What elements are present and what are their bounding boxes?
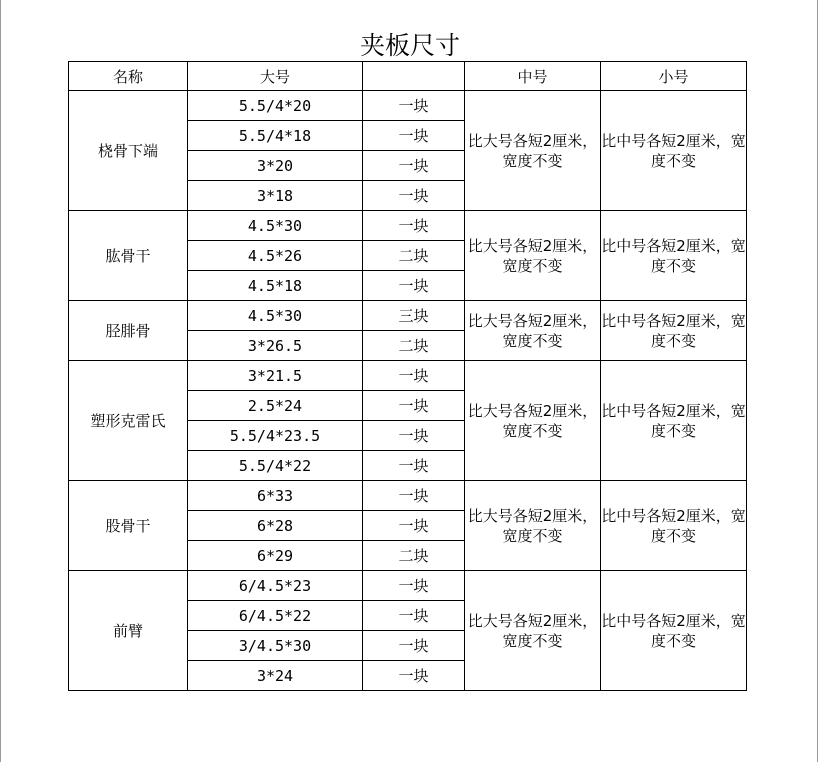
large-size-cell: 5.5/4*22 — [188, 451, 363, 481]
small-note-cell: 比中号各短2厘米，宽度不变 — [601, 571, 747, 691]
quantity-cell: 一块 — [363, 391, 465, 421]
large-size-cell: 3*21.5 — [188, 361, 363, 391]
large-size-cell: 5.5/4*20 — [188, 91, 363, 121]
table-body — [69, 91, 747, 691]
header-large: 大号 — [188, 62, 363, 91]
large-size-cell: 3/4.5*30 — [188, 631, 363, 661]
large-size-cell: 3*18 — [188, 181, 363, 211]
large-size-cell: 5.5/4*18 — [188, 121, 363, 151]
large-size-cell: 5.5/4*23.5 — [188, 421, 363, 451]
table-row — [69, 361, 747, 391]
table-row — [69, 211, 747, 241]
header-small: 小号 — [601, 62, 747, 91]
quantity-cell: 一块 — [363, 211, 465, 241]
quantity-cell: 一块 — [363, 361, 465, 391]
small-note-cell: 比中号各短2厘米，宽度不变 — [601, 361, 747, 481]
splint-name-cell: 塑形克雷氏 — [69, 361, 188, 481]
quantity-cell: 一块 — [363, 91, 465, 121]
quantity-cell: 二块 — [363, 331, 465, 361]
quantity-cell: 一块 — [363, 601, 465, 631]
splint-name-cell: 胫腓骨 — [69, 301, 188, 361]
medium-note-cell: 比大号各短2厘米，宽度不变 — [465, 91, 601, 211]
medium-note-cell: 比大号各短2厘米，宽度不变 — [465, 571, 601, 691]
quantity-cell: 二块 — [363, 241, 465, 271]
quantity-cell: 一块 — [363, 121, 465, 151]
splint-name-cell: 桡骨下端 — [69, 91, 188, 211]
large-size-cell: 6/4.5*22 — [188, 601, 363, 631]
quantity-cell: 一块 — [363, 151, 465, 181]
splint-name-cell: 股骨干 — [69, 481, 188, 571]
table-row — [69, 301, 747, 331]
table-row — [69, 481, 747, 511]
splint-size-table — [68, 61, 747, 691]
small-note-cell: 比中号各短2厘米，宽度不变 — [601, 91, 747, 211]
quantity-cell: 三块 — [363, 301, 465, 331]
large-size-cell: 4.5*30 — [188, 211, 363, 241]
small-note-cell: 比中号各短2厘米，宽度不变 — [601, 301, 747, 361]
quantity-cell: 一块 — [363, 421, 465, 451]
large-size-cell: 3*24 — [188, 661, 363, 691]
header-medium: 中号 — [465, 62, 601, 91]
medium-note-cell: 比大号各短2厘米，宽度不变 — [465, 481, 601, 571]
table-row — [69, 571, 747, 601]
large-size-cell: 3*26.5 — [188, 331, 363, 361]
quantity-cell: 一块 — [363, 481, 465, 511]
medium-note-cell: 比大号各短2厘米，宽度不变 — [465, 211, 601, 301]
quantity-cell: 一块 — [363, 451, 465, 481]
quantity-cell: 一块 — [363, 571, 465, 601]
medium-note-cell: 比大号各短2厘米，宽度不变 — [465, 361, 601, 481]
quantity-cell: 二块 — [363, 541, 465, 571]
quantity-cell: 一块 — [363, 631, 465, 661]
large-size-cell: 4.5*26 — [188, 241, 363, 271]
large-size-cell: 6*29 — [188, 541, 363, 571]
table-row — [69, 91, 747, 121]
quantity-cell: 一块 — [363, 181, 465, 211]
large-size-cell: 4.5*30 — [188, 301, 363, 331]
header-row — [69, 62, 747, 91]
large-size-cell: 4.5*18 — [188, 271, 363, 301]
splint-name-cell: 肱骨干 — [69, 211, 188, 301]
header-name: 名称 — [69, 62, 188, 91]
large-size-cell: 6/4.5*23 — [188, 571, 363, 601]
splint-name-cell: 前臂 — [69, 571, 188, 691]
large-size-cell: 6*33 — [188, 481, 363, 511]
quantity-cell: 一块 — [363, 271, 465, 301]
quantity-cell: 一块 — [363, 511, 465, 541]
quantity-cell: 一块 — [363, 661, 465, 691]
document-title: 夹板尺寸 — [359, 31, 460, 60]
header-quantity — [363, 62, 465, 91]
small-note-cell: 比中号各短2厘米，宽度不变 — [601, 481, 747, 571]
large-size-cell: 3*20 — [188, 151, 363, 181]
medium-note-cell: 比大号各短2厘米，宽度不变 — [465, 301, 601, 361]
small-note-cell: 比中号各短2厘米，宽度不变 — [601, 211, 747, 301]
large-size-cell: 6*28 — [188, 511, 363, 541]
large-size-cell: 2.5*24 — [188, 391, 363, 421]
